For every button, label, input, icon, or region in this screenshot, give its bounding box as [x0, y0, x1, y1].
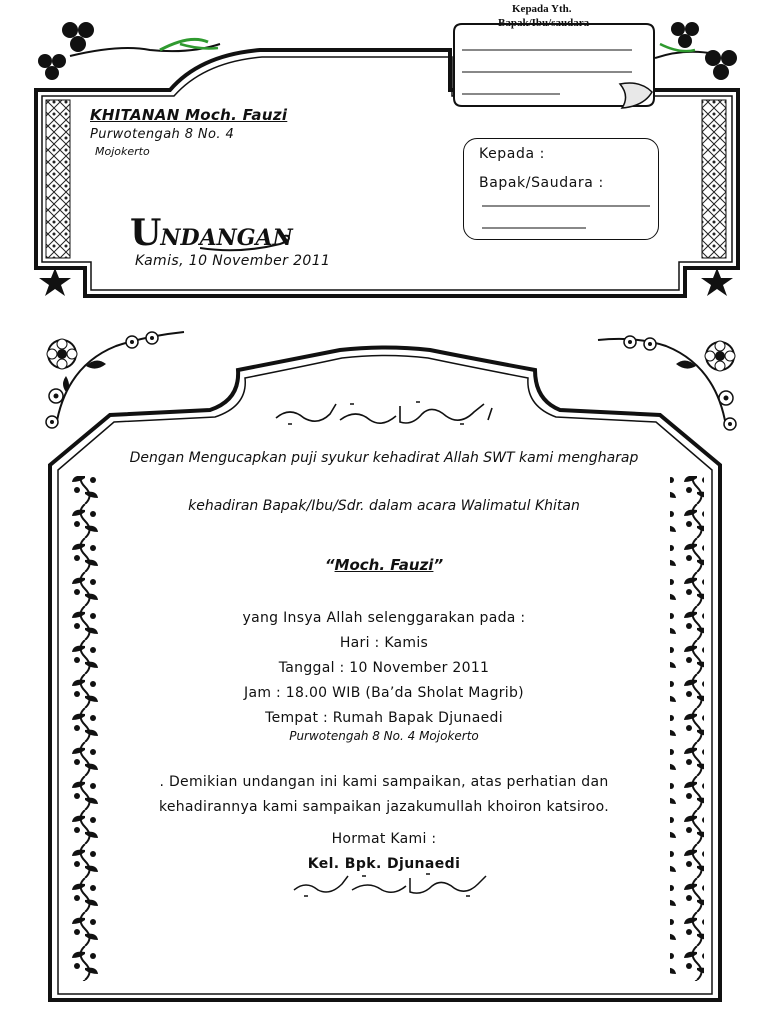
held-text: yang Insya Allah selenggarakan pada :: [242, 610, 526, 626]
event-time: Jam : 18.00 WIB (Ba’da Sholat Magrib): [244, 685, 524, 701]
envelope-date: Kamis, 10 November 2011: [135, 253, 331, 269]
regards-text: Hormat Kami :: [331, 831, 437, 847]
quote-close: ”: [433, 556, 444, 574]
flower-ornament-icon: [36, 326, 186, 446]
event-date: Tanggal : 10 November 2011: [278, 660, 490, 676]
presence-text: kehadiran Bapak/Ibu/Sdr. dalam acara Walimatul Khitan: [188, 498, 580, 514]
flower-ornament-icon: [596, 326, 746, 446]
clover-ornament-icon: [30, 14, 230, 84]
recipient-title-label: Bapak/Saudara :: [479, 175, 604, 191]
honoree: [110, 556, 658, 574]
tag-header-line1: Kepada Yth.: [512, 3, 572, 15]
event-place: Tempat : Rumah Bapak Djunaedi: [265, 710, 503, 726]
star-ornament-icon: [38, 268, 72, 296]
quote-open: “: [324, 556, 335, 574]
arabic-calligraphy-icon: [270, 398, 498, 428]
envelope-address-line2: Mojokerto: [95, 145, 150, 158]
flourish-icon: [200, 232, 300, 254]
undangan-initial: U: [130, 212, 161, 254]
event-place-address: Purwotengah 8 No. 4 Mojokerto: [289, 729, 479, 743]
family-signature: Kel. Bpk. Djunaedi: [307, 856, 461, 872]
undangan-rest: NDANGAN: [160, 225, 293, 251]
envelope-title: KHITANAN Moch. Fauzi: [90, 106, 288, 124]
arabic-calligraphy-icon: [290, 872, 490, 898]
paper-scroll-icon: [450, 22, 660, 112]
tag-header-line2: Bapak/Ibu/saudara: [498, 17, 590, 29]
event-day: Hari : Kamis: [339, 635, 429, 651]
recipient-lines: [480, 200, 655, 232]
recipient-label: Kepada :: [479, 146, 545, 162]
closing-text: . Demikian undangan ini kami sampaikan, atas perhatian dan kehadirannya kami sampaikan jazakumullah khoiron katsiroo.: [158, 774, 610, 815]
honoree-name: Moch. Fauzi: [334, 556, 434, 574]
opening-text: Dengan Mengucapkan puji syukur kehadirat Allah SWT kami mengharap: [129, 450, 639, 466]
clover-ornament-icon: [655, 14, 745, 84]
envelope-address-line1: Purwotengah 8 No. 4: [90, 127, 235, 142]
star-ornament-icon: [700, 268, 734, 296]
